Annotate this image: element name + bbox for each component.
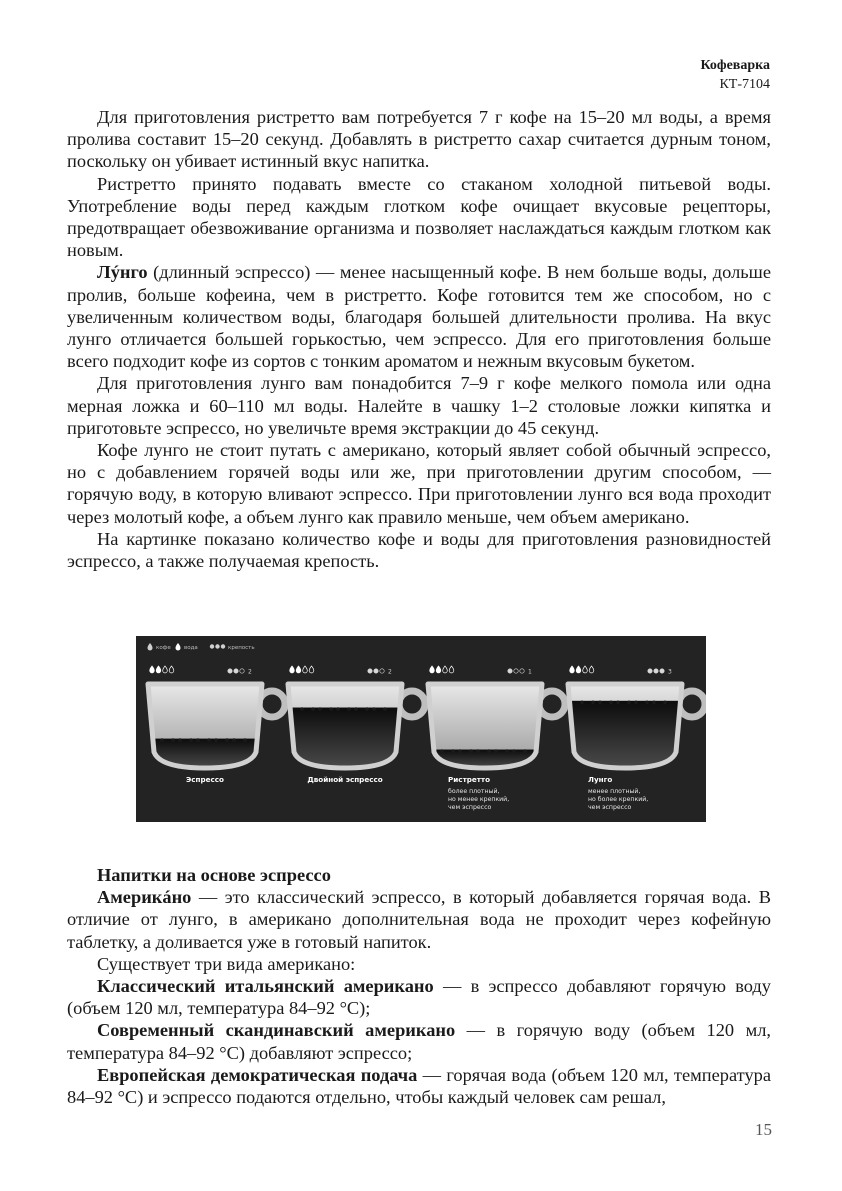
strength-number: 3 xyxy=(668,668,672,676)
crema-bubble xyxy=(627,701,631,705)
term-americano: Америкáно xyxy=(97,887,192,908)
strength-dot xyxy=(234,669,238,673)
crema-bubble xyxy=(591,701,595,705)
water-drop-icon xyxy=(156,666,161,673)
cup-item xyxy=(288,666,425,784)
crema-bubble xyxy=(440,749,444,753)
cup-item xyxy=(568,666,705,811)
water-drop-icon xyxy=(150,666,155,673)
strength-dot xyxy=(660,669,664,673)
cup-label: Ристретто xyxy=(448,775,491,784)
water-drop-icon xyxy=(296,666,301,673)
strength-dot xyxy=(514,669,518,673)
crema-bubble xyxy=(634,701,638,705)
paragraph: Классический итальянский американо — в эспрессо добавляют горячую воду (объем 120 мл, температура 84–92 °C); xyxy=(67,976,771,1019)
legend xyxy=(148,643,255,651)
strength-dot xyxy=(508,669,512,673)
paragraph: Ристретто принято подавать вместе со стаканом холодной питьевой воды. Употребление воды перед каждым глотком кофе очищает вкусовые рецепторы, предотвращает обезвоживание организма и позволяет наслаждаться каждым глотком как новым. xyxy=(67,173,771,261)
crema-bubble xyxy=(214,738,218,742)
crema-bubble xyxy=(318,707,322,711)
crema-bubble xyxy=(451,749,455,753)
crema-bubble xyxy=(225,738,229,742)
crema-bubble xyxy=(476,749,480,753)
paragraph: Для приготовления ристретто вам потребуется 7 г кофе на 15–20 мл воды, а время пролива составит 15–20 секунд. Добавлять в ристретто сахар считается дурным тоном, поскольку он убивает истинный вкус напитка. xyxy=(67,107,771,172)
crema-bubble xyxy=(311,707,315,711)
cup-label: Эспрессо xyxy=(186,775,224,784)
strength-dot-icon xyxy=(210,644,214,648)
cup-item xyxy=(148,666,285,784)
water-drop-icon xyxy=(570,666,575,673)
water-drop-icon xyxy=(430,666,435,673)
water-drop-icon xyxy=(576,666,581,673)
paragraph: Существует три вида американо: xyxy=(97,953,356,974)
crema-bubble xyxy=(207,738,211,742)
cups-group xyxy=(148,666,705,811)
crema-bubble xyxy=(487,749,491,753)
crema-bubble xyxy=(178,738,182,742)
water-drop-icon xyxy=(443,666,448,673)
water-drop-icon xyxy=(309,666,314,673)
strength-dot xyxy=(228,669,232,673)
bottom-text-block xyxy=(67,864,771,1108)
term-scandinavian-americano: Современный скандинавский американо xyxy=(97,1020,456,1041)
crema-bubble xyxy=(652,701,656,705)
crema-bubble xyxy=(171,738,175,742)
strength-dot xyxy=(368,669,372,673)
top-text-block xyxy=(67,106,771,572)
strength-dot-icon xyxy=(215,644,219,648)
crema-bubble xyxy=(196,738,200,742)
crema-bubble xyxy=(232,738,236,742)
strength-dot-icon xyxy=(221,644,225,648)
paragraph: Кофе лунго не стоит путать с американо, который являет собой обычный эспрессо, но с добавлением горячей воды или же, при приготовлении другим способом, — горячую воду, в которую вливают эспрессо. При приготовлении лунго вся вода проходит через молотый кофе, а объем лунго как правило меньше, чем объем американо. xyxy=(67,440,771,527)
water-drop-icon xyxy=(449,666,454,673)
crema-bubble xyxy=(354,707,358,711)
crema-bubble xyxy=(523,749,527,753)
cup-coffee xyxy=(568,701,682,768)
strength-dot xyxy=(654,669,658,673)
term-european-serving: Европейская демократическая подача xyxy=(97,1064,418,1085)
cup-note: но менее крепкий, xyxy=(448,796,510,803)
paragraph: На картинке показано количество кофе и воды для приготовления разновидностей эспрессо, а также получаемая крепость. xyxy=(67,528,771,572)
paragraph: Современный скандинавский американо — в горячую воду (объем 120 мл, температура 84–92 °C) добавляют эспрессо; xyxy=(67,1020,771,1063)
crema-bubble xyxy=(383,707,387,711)
legend-coffee: кофе xyxy=(156,645,171,651)
crema-bubble xyxy=(580,701,584,705)
water-drop-icon xyxy=(436,666,441,673)
strength-dot xyxy=(240,669,244,673)
strength-dot xyxy=(648,669,652,673)
cups-illustration xyxy=(136,636,706,822)
crema-bubble xyxy=(372,707,376,711)
term-lungo: Лýнго xyxy=(97,262,148,283)
crema-bubble xyxy=(365,707,369,711)
crema-bubble xyxy=(494,749,498,753)
water-drop-icon xyxy=(163,666,168,673)
crema-bubble xyxy=(189,738,193,742)
cup-note: чем эспрессо xyxy=(448,804,492,811)
cup-label: Лунго xyxy=(588,775,613,784)
legend-water: вода xyxy=(184,645,198,651)
term-italian-americano: Классический итальянский американо xyxy=(97,976,434,997)
water-drop-icon xyxy=(589,666,594,673)
strength-number: 2 xyxy=(248,668,252,676)
crema-bubble xyxy=(329,707,333,711)
water-drop-icon xyxy=(176,643,181,651)
cup-note: но более крепкий, xyxy=(588,796,649,803)
crema-bubble xyxy=(645,701,649,705)
paragraph: Лýнго (длинный эспрессо) — менее насыщенный кофе. В нем больше воды, дольше пролив, больше кофеина, чем в ристретто. Кофе готовится тем же способом, но с увеличенным количеством воды, благодаря большей длительности пролива. На вкус лунго отличается большей горькостью, чем эспрессо. Для его приготовления больше всего подходит кофе из сортов с тонким ароматом и нежным вкусовым букетом. xyxy=(67,262,771,372)
cup-note: менее плотный, xyxy=(588,788,641,795)
paragraph: Европейская демократическая подача — горячая вода (объем 120 мл, температура 84–92 °C) и эспрессо подаются отдельно, чтобы каждый человек сам решал, xyxy=(67,1064,771,1108)
crema-bubble xyxy=(663,701,667,705)
crema-bubble xyxy=(458,749,462,753)
strength-number: 2 xyxy=(388,668,392,676)
cup-note: более плотный, xyxy=(448,788,500,795)
crema-bubble xyxy=(347,707,351,711)
header-product: Кофеварка xyxy=(700,58,770,73)
section-heading: Напитки на основе эспрессо xyxy=(97,865,331,885)
cup-item xyxy=(428,666,565,811)
strength-dot xyxy=(380,669,384,673)
paragraph: Америкáно — это классический эспрессо, в который добавляется горячая вода. В отличие от лунго, в американо дополнительная вода не проходит через кофейную таблетку, а доливается уже в готовый напиток. xyxy=(67,887,771,952)
crema-bubble xyxy=(336,707,340,711)
crema-bubble xyxy=(300,707,304,711)
water-drop-icon xyxy=(583,666,588,673)
crema-bubble xyxy=(598,701,602,705)
water-drop-icon xyxy=(290,666,295,673)
espresso-cups-figure xyxy=(136,636,706,822)
crema-bubble xyxy=(609,701,613,705)
crema-bubble xyxy=(616,701,620,705)
cup-label: Двойной эспрессо xyxy=(307,775,383,784)
coffee-bean-icon xyxy=(148,643,153,651)
crema-bubble xyxy=(160,738,164,742)
crema-bubble xyxy=(469,749,473,753)
header-model: КТ-7104 xyxy=(719,77,770,92)
strength-dot xyxy=(520,669,524,673)
page-number: 15 xyxy=(755,1120,772,1139)
crema-bubble xyxy=(243,738,247,742)
crema-bubble xyxy=(505,749,509,753)
legend-strength: крепость xyxy=(228,645,255,651)
strength-number: 1 xyxy=(528,668,532,676)
strength-dot xyxy=(374,669,378,673)
paragraph: Для приготовления лунго вам понадобится 7–9 г кофе мелкого помола или одна мерная ложка и 60–110 мл воды. Налейте в чашку 1–2 столовые ложки кипятка и приготовьте эспрессо, но увеличьте время экстракции до 45 секунд. xyxy=(67,373,771,438)
water-drop-icon xyxy=(169,666,174,673)
water-drop-icon xyxy=(303,666,308,673)
page-header xyxy=(700,56,770,94)
crema-bubble xyxy=(512,749,516,753)
cup-coffee xyxy=(288,708,402,768)
cup-note: чем эспрессо xyxy=(588,804,632,811)
